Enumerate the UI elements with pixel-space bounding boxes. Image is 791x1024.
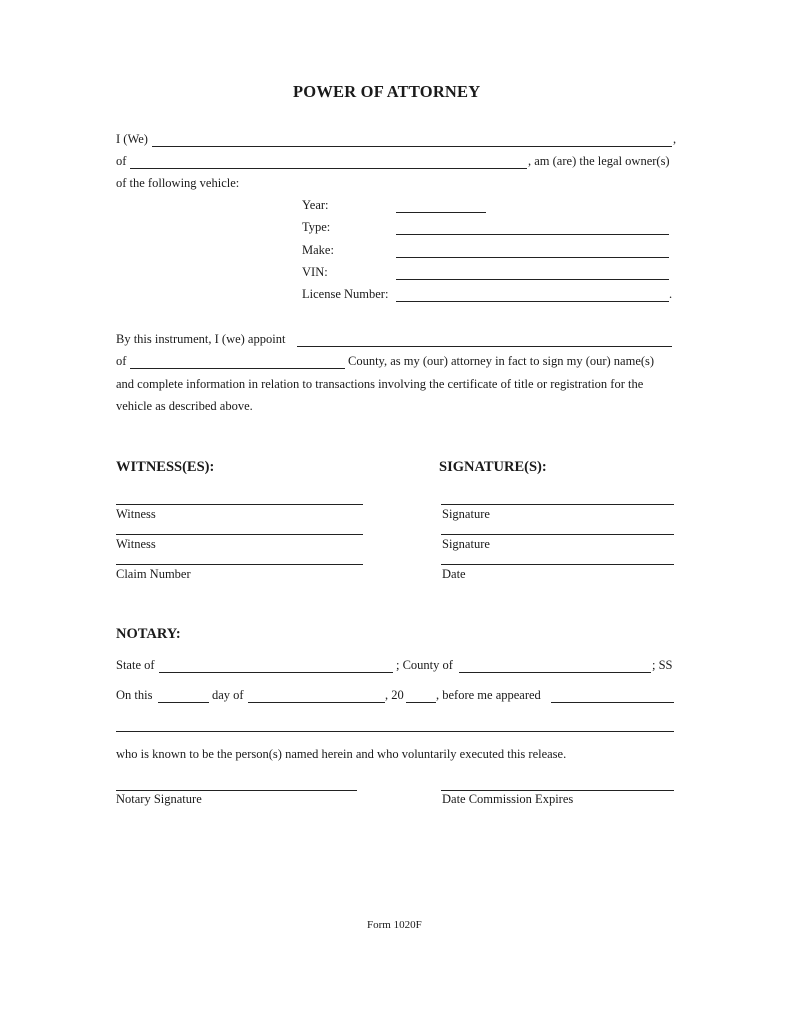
- on-this-label: On this: [116, 688, 153, 702]
- witness-label-1: Witness: [116, 507, 156, 521]
- notary-signature-line[interactable]: [116, 790, 357, 791]
- ss-label: ; SS: [652, 658, 673, 672]
- signature-line-1[interactable]: [441, 504, 674, 505]
- year-label: Year:: [302, 198, 329, 212]
- witness-line-2[interactable]: [116, 534, 363, 535]
- license-field[interactable]: [396, 301, 669, 302]
- month-field[interactable]: [248, 702, 385, 703]
- known-person-text: who is known to be the person(s) named herein and who voluntarily executed this release.: [116, 747, 567, 761]
- vehicle-described-text: vehicle as described above.: [116, 399, 253, 413]
- type-field[interactable]: [396, 234, 669, 235]
- appeared-label: , before me appeared: [436, 688, 541, 702]
- appeared-name-field[interactable]: [551, 702, 674, 703]
- notary-signature-label: Notary Signature: [116, 792, 202, 806]
- make-label: Make:: [302, 243, 334, 257]
- notary-heading: NOTARY:: [116, 626, 181, 642]
- make-field[interactable]: [396, 257, 669, 258]
- transactions-text: and complete information in relation to transactions involving the certificate of title or registration for the: [116, 377, 644, 391]
- witness-line-1[interactable]: [116, 504, 363, 505]
- notary-year-field[interactable]: [406, 702, 436, 703]
- owner-comma: ,: [673, 132, 677, 146]
- appoint-text: By this instrument, I (we) appoint: [116, 332, 286, 346]
- owner-name-field[interactable]: [152, 146, 672, 147]
- state-of-label: State of: [116, 658, 155, 672]
- vin-field[interactable]: [396, 279, 669, 280]
- signature-label-1: Signature: [442, 507, 490, 521]
- claim-number-line[interactable]: [116, 564, 363, 565]
- county-text: County, as my (our) attorney in fact to sign my (our) name(s): [348, 354, 655, 368]
- day-field[interactable]: [158, 702, 209, 703]
- county-of-label: ; County of: [396, 658, 453, 672]
- commission-expires-label: Date Commission Expires: [442, 792, 574, 806]
- commission-expires-line[interactable]: [441, 790, 674, 791]
- owner-address-label: of: [116, 154, 127, 168]
- owner-label: I (We): [116, 132, 148, 146]
- license-label: License Number:: [302, 287, 389, 301]
- witnesses-heading: WITNESS(ES):: [116, 459, 215, 475]
- appeared-continuation-line[interactable]: [116, 731, 674, 732]
- signatures-heading: SIGNATURE(S):: [439, 459, 547, 475]
- vehicle-intro: of the following vehicle:: [116, 176, 240, 190]
- owner-address-field[interactable]: [130, 168, 527, 169]
- notary-county-field[interactable]: [459, 672, 651, 673]
- day-of-label: day of: [212, 688, 244, 702]
- attorney-name-field[interactable]: [297, 346, 672, 347]
- date-line[interactable]: [441, 564, 674, 565]
- year-field[interactable]: [396, 212, 486, 213]
- witness-label-2: Witness: [116, 537, 156, 551]
- attorney-county-field[interactable]: [130, 368, 345, 369]
- claim-number-label: Claim Number: [116, 567, 191, 581]
- vin-label: VIN:: [302, 265, 328, 279]
- legal-owner-text: , am (are) the legal owner(s): [528, 154, 670, 168]
- page-title: POWER OF ATTORNEY: [293, 82, 481, 101]
- attorney-county-label: of: [116, 354, 127, 368]
- date-label: Date: [442, 567, 466, 581]
- year-prefix-label: , 20: [385, 688, 404, 702]
- form-number: Form 1020F: [367, 919, 422, 931]
- type-label: Type:: [302, 220, 331, 234]
- signature-label-2: Signature: [442, 537, 490, 551]
- license-period: .: [669, 287, 673, 301]
- signature-line-2[interactable]: [441, 534, 674, 535]
- state-field[interactable]: [159, 672, 393, 673]
